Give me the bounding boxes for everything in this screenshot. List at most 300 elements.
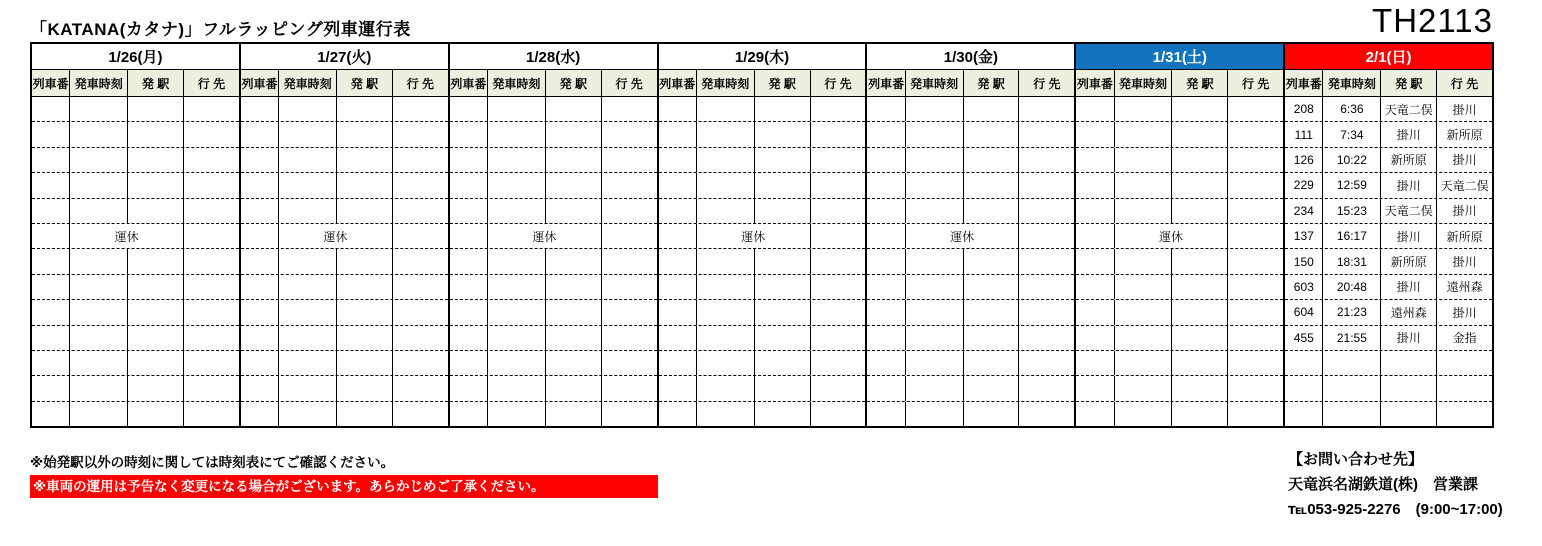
cell-origin-station [128, 97, 184, 121]
cell-origin-station [1172, 173, 1228, 197]
cell-train-no [450, 148, 488, 172]
cell-train-no [450, 351, 488, 375]
cell-destination [1228, 199, 1283, 223]
day-header: 1/28(水) [450, 44, 657, 70]
cell-origin-station [755, 376, 811, 400]
cell-train-no [1076, 275, 1114, 299]
cell-origin-station: 新所原 [1381, 249, 1437, 273]
cell-origin-station [1172, 122, 1228, 146]
cell-destination [1437, 351, 1492, 375]
table-row [32, 376, 239, 401]
table-row [1076, 148, 1283, 173]
table-row [32, 97, 239, 122]
cell-departure-time [697, 148, 755, 172]
cell-destination [393, 199, 448, 223]
cell-destination [811, 376, 866, 400]
day-header: 1/31(土) [1076, 44, 1283, 70]
cell-origin-station [337, 402, 393, 426]
cell-origin-station: 掛川 [1381, 173, 1437, 197]
table-row [450, 122, 657, 147]
cell-destination [811, 148, 866, 172]
cell-destination [393, 351, 448, 375]
contact-block [1288, 447, 1503, 522]
table-row [241, 275, 448, 300]
table-row [1285, 376, 1492, 401]
cell-origin-station [1172, 300, 1228, 324]
table-row [659, 402, 866, 426]
cell-origin-station [337, 122, 393, 146]
column-header: 行 先 [1450, 76, 1479, 91]
cell-origin-station: 掛川 [1381, 275, 1437, 299]
cell-origin-station [128, 173, 184, 197]
cell-train-no [867, 148, 905, 172]
table-row [450, 300, 657, 325]
cell-departure-time [488, 275, 546, 299]
cell-train-no [32, 173, 70, 197]
cell-destination [393, 148, 448, 172]
cell-destination: 掛川 [1452, 255, 1477, 270]
table-row [241, 148, 448, 173]
table-row [867, 402, 1074, 426]
table-row [450, 351, 657, 376]
cell-destination [393, 326, 448, 350]
day-rows [659, 97, 866, 426]
cell-origin-station: 天竜二俣 [1381, 199, 1437, 223]
cell-departure-time [1115, 376, 1173, 400]
cell-destination [602, 275, 657, 299]
cell-destination [1019, 148, 1074, 172]
cell-origin-station [1172, 351, 1228, 375]
cell-destination: 天竜二俣 [1440, 178, 1489, 193]
table-row [450, 326, 657, 351]
table-row [1076, 376, 1283, 401]
cell-departure-time [70, 122, 128, 146]
cell-destination [1228, 351, 1283, 375]
day-column [659, 44, 868, 426]
cell-origin-station [128, 199, 184, 223]
cell-origin-station [964, 351, 1020, 375]
contact-heading: 【お問い合わせ先】 [1288, 451, 1424, 468]
cell-origin-station [546, 173, 602, 197]
cell-destination [811, 173, 866, 197]
column-header: 行 先 [1242, 76, 1270, 91]
column-header: 発 駅 [128, 70, 184, 96]
day-rows [1076, 97, 1283, 426]
table-row [241, 173, 448, 198]
table-row [1076, 122, 1283, 147]
table-row [1076, 300, 1283, 325]
cell-train-no [659, 97, 697, 121]
suspended-cell: 運休 [70, 224, 184, 248]
table-row [867, 300, 1074, 325]
cell-train-no [659, 199, 697, 223]
cell-origin-station [1172, 376, 1228, 400]
cell-train-no [659, 275, 697, 299]
cell-train-no: 455 [1285, 326, 1323, 350]
table-row [241, 300, 448, 325]
cell-departure-time [1323, 376, 1381, 400]
cell-origin-station [755, 275, 811, 299]
cell-destination [1228, 224, 1283, 248]
cell-train-no [867, 173, 905, 197]
cell-destination [811, 249, 866, 273]
cell-destination [1019, 199, 1074, 223]
cell-train-no: 604 [1285, 300, 1323, 324]
cell-departure-time [488, 122, 546, 146]
table-row [450, 275, 657, 300]
table-row [1285, 300, 1492, 325]
cell-train-no [867, 326, 905, 350]
cell-origin-station [964, 122, 1020, 146]
cell-train-no [1076, 173, 1114, 197]
cell-origin-station [755, 199, 811, 223]
cell-origin-station [755, 326, 811, 350]
cell-departure-time [906, 173, 964, 197]
cell-train-no [450, 300, 488, 324]
cell-train-no [450, 224, 488, 248]
cell-origin-station [755, 351, 811, 375]
cell-departure-time [1115, 249, 1173, 273]
day-column [1285, 44, 1492, 426]
column-header: 列車番 [32, 70, 70, 96]
table-row [867, 97, 1074, 122]
cell-destination [184, 351, 239, 375]
cell-origin-station [337, 300, 393, 324]
cell-departure-time [1115, 402, 1173, 426]
table-row [1076, 351, 1283, 376]
cell-destination [184, 402, 239, 426]
cell-origin-station [1172, 249, 1228, 273]
table-row [241, 326, 448, 351]
cell-departure-time [906, 249, 964, 273]
cell-departure-time [697, 97, 755, 121]
cell-train-no [659, 173, 697, 197]
column-header: 列車番 [1285, 70, 1323, 96]
cell-origin-station [337, 199, 393, 223]
table-row [32, 224, 239, 249]
cell-departure-time: 15:23 [1323, 199, 1381, 223]
cell-origin-station [964, 402, 1020, 426]
cell-departure-time [70, 199, 128, 223]
cell-departure-time [70, 173, 128, 197]
cell-origin-station [964, 97, 1020, 121]
cell-departure-time: 21:55 [1323, 326, 1381, 350]
table-row [450, 224, 657, 249]
cell-train-no [32, 402, 70, 426]
cell-origin-station [964, 199, 1020, 223]
cell-train-no: 229 [1285, 173, 1323, 197]
cell-destination [1019, 351, 1074, 375]
cell-train-no: 150 [1285, 249, 1323, 273]
cell-departure-time [1115, 148, 1173, 172]
cell-origin-station [755, 249, 811, 273]
cell-train-no [867, 351, 905, 375]
table-row [659, 122, 866, 147]
cell-origin-station [546, 97, 602, 121]
cell-destination [602, 376, 657, 400]
day-rows [867, 97, 1074, 426]
cell-train-no [450, 275, 488, 299]
table-row [241, 351, 448, 376]
cell-destination [1437, 376, 1492, 400]
cell-origin-station [755, 148, 811, 172]
cell-destination [811, 326, 866, 350]
cell-departure-time [488, 249, 546, 273]
cell-departure-time [279, 300, 337, 324]
cell-train-no [241, 199, 279, 223]
cell-destination [1437, 402, 1492, 426]
cell-origin-station [337, 148, 393, 172]
cell-departure-time [906, 300, 964, 324]
table-row [450, 148, 657, 173]
cell-departure-time [488, 97, 546, 121]
cell-departure-time [697, 351, 755, 375]
table-row [241, 402, 448, 426]
cell-origin-station [1381, 376, 1437, 400]
cell-departure-time [70, 326, 128, 350]
cell-destination [1019, 224, 1074, 248]
column-header: 行 先 [1033, 76, 1061, 91]
table-row [32, 249, 239, 274]
cell-train-no [867, 376, 905, 400]
cell-destination [811, 402, 866, 426]
cell-departure-time [697, 402, 755, 426]
cell-train-no [241, 326, 279, 350]
table-row [450, 173, 657, 198]
train-model-label: TH2113 [1372, 2, 1493, 39]
day-column [32, 44, 241, 426]
cell-departure-time [697, 199, 755, 223]
note-schedule-change-banner: ※車両の運用は予告なく変更になる場合がございます。あらかじめご了承ください。 [30, 475, 658, 498]
column-header: 発 駅 [755, 70, 811, 96]
table-row [867, 275, 1074, 300]
cell-departure-time [906, 402, 964, 426]
column-header: 行 先 [615, 76, 643, 91]
cell-destination: 金指 [1452, 331, 1477, 346]
cell-destination [1228, 300, 1283, 324]
cell-origin-station [546, 148, 602, 172]
cell-destination [602, 224, 657, 248]
cell-departure-time [70, 97, 128, 121]
cell-train-no [1285, 376, 1323, 400]
cell-train-no: 111 [1285, 122, 1323, 146]
column-header: 列車番 [241, 70, 279, 96]
cell-train-no [1076, 300, 1114, 324]
column-header: 行 先 [197, 76, 226, 91]
cell-train-no [241, 275, 279, 299]
cell-train-no [32, 376, 70, 400]
column-header-row [450, 70, 657, 97]
cell-destination [1019, 249, 1074, 273]
cell-departure-time [1115, 122, 1173, 146]
cell-destination [393, 402, 448, 426]
cell-origin-station [1172, 402, 1228, 426]
cell-origin-station [1381, 351, 1437, 375]
cell-origin-station [128, 122, 184, 146]
cell-destination [1228, 97, 1283, 121]
cell-destination [602, 300, 657, 324]
cell-departure-time [279, 148, 337, 172]
cell-destination [393, 300, 448, 324]
table-row [867, 122, 1074, 147]
day-header: 1/26(月) [32, 44, 239, 70]
table-row [659, 97, 866, 122]
cell-departure-time [906, 148, 964, 172]
column-header: 列車番 [659, 70, 697, 96]
cell-origin-station [1172, 199, 1228, 223]
table-row [867, 173, 1074, 198]
column-header-row [241, 70, 448, 97]
cell-destination [1019, 376, 1074, 400]
table-row [450, 376, 657, 401]
cell-departure-time [697, 275, 755, 299]
day-header: 2/1(日) [1285, 44, 1492, 70]
cell-departure-time [488, 402, 546, 426]
column-header-row [659, 70, 866, 97]
column-header: 行 先 [406, 76, 434, 91]
cell-destination [393, 173, 448, 197]
cell-destination: 掛川 [1452, 204, 1477, 219]
table-row [867, 199, 1074, 224]
cell-departure-time: 16:17 [1323, 224, 1381, 248]
table-row [32, 351, 239, 376]
table-row [1285, 122, 1492, 147]
cell-origin-station [546, 376, 602, 400]
cell-destination [1228, 326, 1283, 350]
cell-departure-time [1115, 173, 1173, 197]
day-header: 1/27(火) [241, 44, 448, 70]
table-row [867, 326, 1074, 351]
table-row [241, 199, 448, 224]
cell-departure-time [906, 376, 964, 400]
cell-departure-time [279, 326, 337, 350]
table-row [659, 249, 866, 274]
cell-origin-station [128, 376, 184, 400]
cell-destination [184, 376, 239, 400]
cell-train-no [867, 97, 905, 121]
cell-destination [1019, 326, 1074, 350]
cell-train-no [450, 402, 488, 426]
cell-train-no [867, 300, 905, 324]
day-rows [32, 97, 239, 426]
cell-origin-station [337, 249, 393, 273]
cell-destination [811, 122, 866, 146]
cell-departure-time [1115, 300, 1173, 324]
cell-train-no [32, 351, 70, 375]
cell-origin-station [964, 300, 1020, 324]
cell-train-no [241, 376, 279, 400]
cell-destination [1228, 122, 1283, 146]
cell-departure-time [488, 376, 546, 400]
column-header: 発 駅 [1381, 70, 1437, 96]
cell-departure-time [1115, 199, 1173, 223]
table-row [867, 148, 1074, 173]
cell-train-no [867, 275, 905, 299]
table-row [867, 376, 1074, 401]
cell-origin-station [546, 351, 602, 375]
cell-departure-time: 18:31 [1323, 249, 1381, 273]
cell-origin-station [964, 326, 1020, 350]
cell-departure-time [488, 173, 546, 197]
cell-origin-station [964, 275, 1020, 299]
cell-destination [393, 275, 448, 299]
column-header: 列車番 [450, 70, 488, 96]
cell-origin-station [755, 173, 811, 197]
column-header: 発車時刻 [1115, 70, 1173, 96]
day-header: 1/30(金) [867, 44, 1074, 70]
cell-destination [602, 249, 657, 273]
cell-origin-station [337, 351, 393, 375]
cell-destination [602, 199, 657, 223]
contact-company: 天竜浜名湖鉄道(株) 営業課 [1288, 476, 1478, 493]
cell-origin-station [128, 249, 184, 273]
cell-departure-time [279, 122, 337, 146]
cell-train-no [867, 199, 905, 223]
cell-destination: 掛川 [1452, 305, 1477, 320]
cell-departure-time [906, 351, 964, 375]
cell-departure-time [906, 97, 964, 121]
cell-origin-station: 掛川 [1381, 224, 1437, 248]
cell-train-no [450, 173, 488, 197]
table-row [450, 97, 657, 122]
cell-destination [393, 249, 448, 273]
cell-train-no [32, 148, 70, 172]
cell-destination [184, 199, 239, 223]
cell-origin-station [546, 300, 602, 324]
cell-departure-time: 21:23 [1323, 300, 1381, 324]
cell-destination [1228, 376, 1283, 400]
cell-train-no: 208 [1285, 97, 1323, 121]
suspended-cell: 運休 [488, 224, 602, 248]
cell-train-no [867, 224, 905, 248]
cell-destination [602, 122, 657, 146]
table-row [659, 376, 866, 401]
table-row [659, 173, 866, 198]
cell-destination [393, 122, 448, 146]
cell-departure-time [70, 402, 128, 426]
table-row [659, 351, 866, 376]
table-row [1285, 402, 1492, 426]
table-row [241, 249, 448, 274]
table-row [659, 224, 866, 249]
cell-departure-time [279, 249, 337, 273]
cell-departure-time [279, 199, 337, 223]
cell-destination [811, 97, 866, 121]
cell-destination: 掛川 [1452, 102, 1477, 117]
cell-train-no [1076, 148, 1114, 172]
cell-train-no [241, 173, 279, 197]
cell-origin-station [337, 376, 393, 400]
cell-train-no [659, 326, 697, 350]
note-timetable-check: ※始発駅以外の時刻に関しては時刻表にてご確認ください。 [30, 455, 395, 470]
day-column [450, 44, 659, 426]
table-row [1076, 402, 1283, 426]
day-column [867, 44, 1076, 426]
table-row [1285, 199, 1492, 224]
cell-destination: 遠州森 [1446, 280, 1483, 295]
cell-departure-time [70, 249, 128, 273]
cell-train-no [450, 122, 488, 146]
table-row [1076, 199, 1283, 224]
cell-departure-time [1115, 275, 1173, 299]
table-row [32, 148, 239, 173]
cell-train-no: 137 [1285, 224, 1323, 248]
day-header: 1/29(木) [659, 44, 866, 70]
cell-train-no [32, 199, 70, 223]
cell-departure-time [70, 351, 128, 375]
table-row [1285, 148, 1492, 173]
table-row [1076, 97, 1283, 122]
